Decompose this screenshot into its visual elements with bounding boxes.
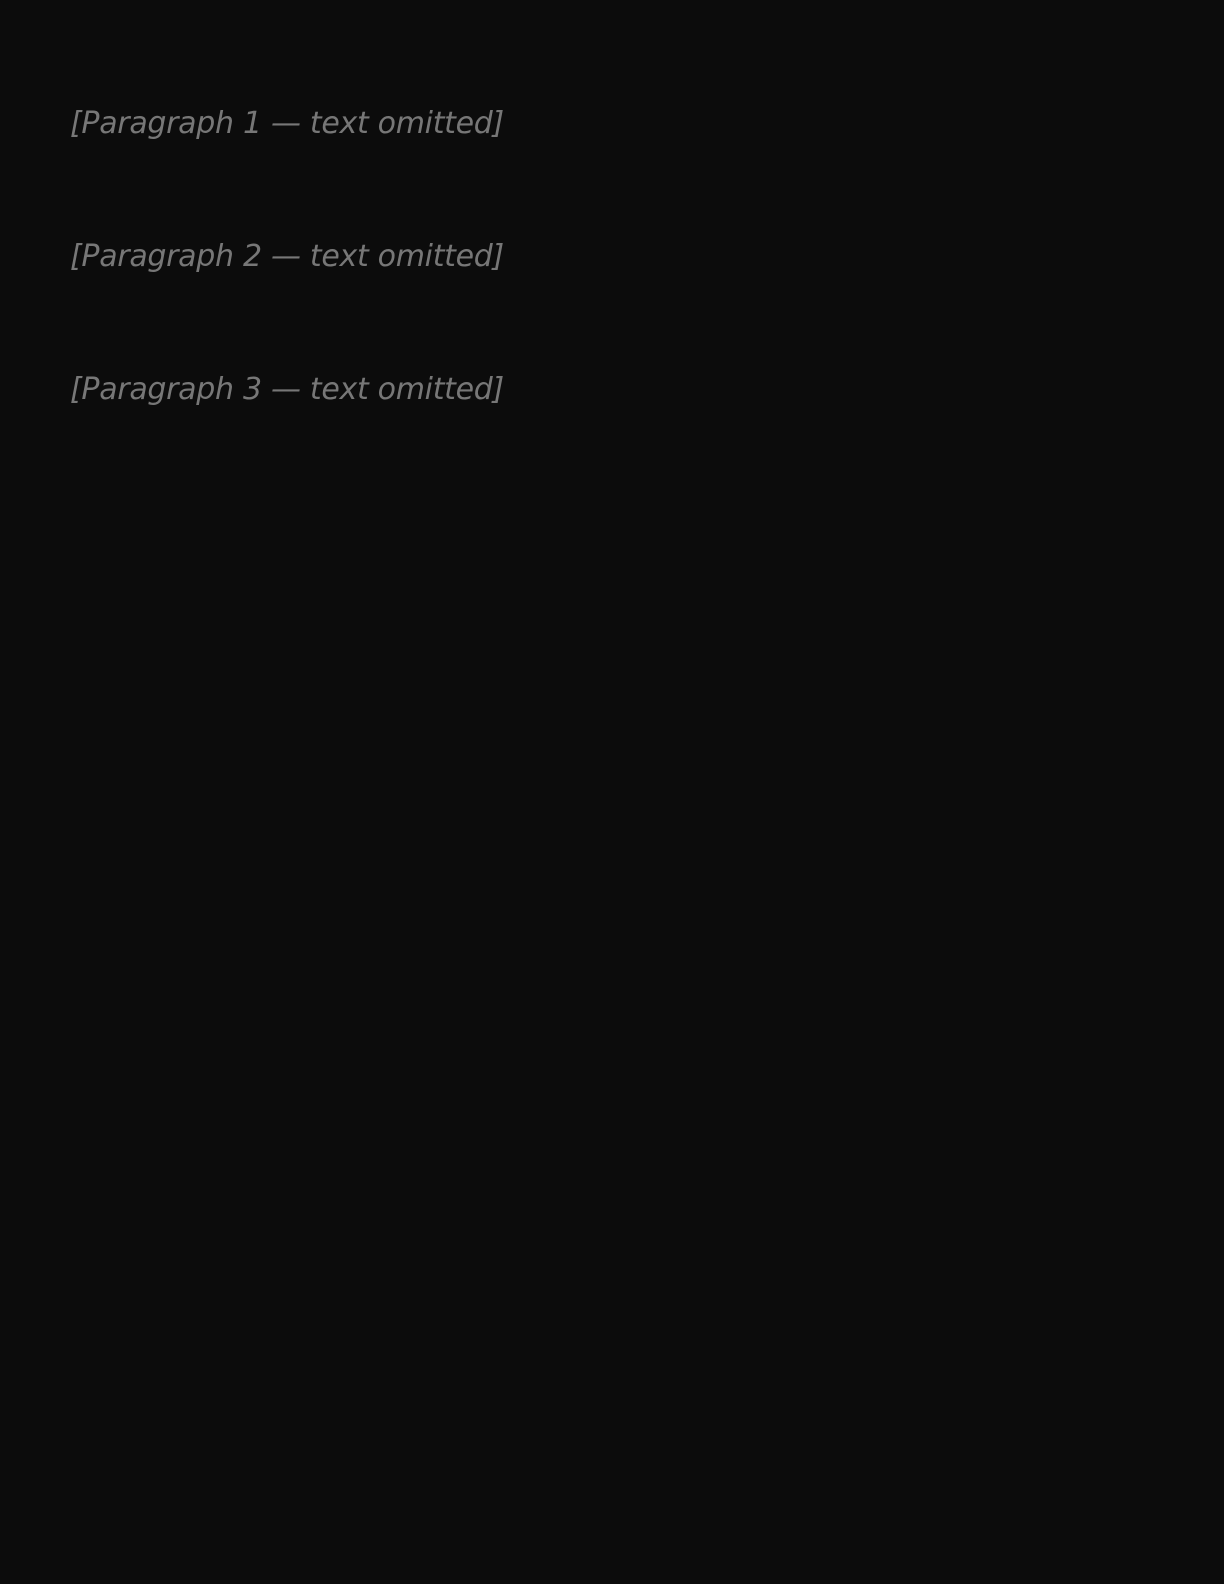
document-page: [0, 0, 1224, 413]
paragraph-1: [Paragraph 1 — text omitted]: [70, 106, 504, 141]
paragraph-3: [Paragraph 3 — text omitted]: [70, 372, 504, 407]
paragraph-2: [Paragraph 2 — text omitted]: [70, 239, 504, 274]
